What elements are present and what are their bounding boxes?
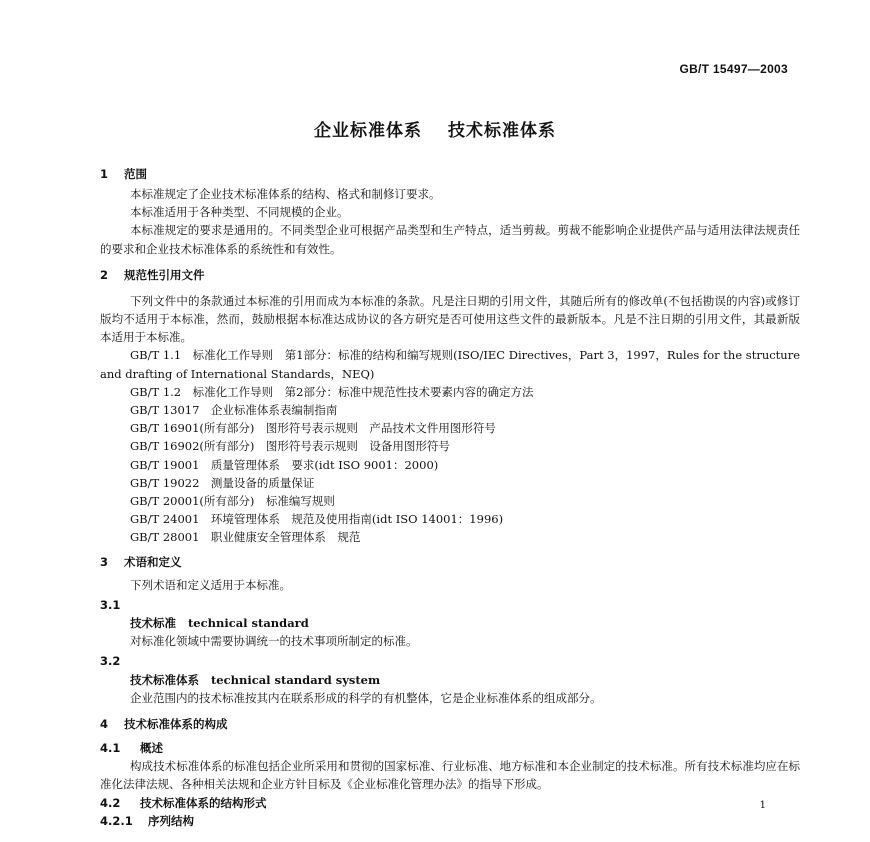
subsection-number: 4.2.1 bbox=[100, 813, 133, 828]
section-4-heading bbox=[100, 713, 800, 735]
paragraph: 构成技术标准体系的标准包括企业所采用和贯彻的国家标准、行业标准、地方标准和本企业制定的技术标准。所有技术标准均应在标准化法律法规、各种相关法规和企业方针目标及《企业标准化管理办法》的指导下形成。 bbox=[100, 759, 800, 792]
subsection-4-2-heading bbox=[100, 794, 800, 812]
section-title: 范围 bbox=[124, 167, 147, 181]
title-part-2: 技术标准体系 bbox=[448, 121, 556, 141]
term-number: 3.2 bbox=[100, 654, 121, 669]
section-3-heading bbox=[100, 551, 800, 573]
paragraph: 本标准适用于各种类型、不同规模的企业。 bbox=[130, 205, 349, 220]
section-title: 规范性引用文件 bbox=[124, 267, 205, 282]
paragraph: 下列术语和定义适用于本标准。 bbox=[130, 577, 291, 592]
standard-number: GB/T 15497—2003 bbox=[679, 62, 788, 76]
term-heading bbox=[100, 671, 800, 689]
section-number: 3 bbox=[100, 554, 109, 569]
term-definition: 对标准化领域中需要协调统一的技术事项所制定的标准。 bbox=[130, 634, 418, 649]
subsection-number: 4.1 bbox=[100, 741, 121, 756]
reference-item: GB/T 19022 测量设备的质量保证 bbox=[130, 475, 315, 490]
paragraph: 本标准规定的要求是通用的。不同类型企业可根据产品类型和生产特点，适当剪裁。剪裁不能影响企业提供产品与适用法律法规责任的要求和企业技术标准体系的系统性和有效性。 bbox=[100, 223, 800, 256]
term-zh: 技术标准 bbox=[130, 616, 176, 631]
reference-item: GB/T 20001(所有部分) 标准编写规则 bbox=[130, 494, 335, 509]
subsection-title: 技术标准体系的结构形式 bbox=[140, 795, 267, 810]
section-number: 2 bbox=[100, 267, 109, 282]
title-part-1: 企业标准体系 bbox=[314, 121, 422, 141]
term-definition: 企业范围内的技术标准按其内在联系形成的科学的有机整体，它是企业标准体系的组成部分。 bbox=[130, 690, 602, 705]
section-1-heading bbox=[100, 163, 800, 185]
reference-item: GB/T 16902(所有部分) 图形符号表示规则 设备用图形符号 bbox=[130, 439, 450, 454]
term-zh: 技术标准体系 bbox=[130, 672, 199, 687]
section-title: 技术标准体系的构成 bbox=[124, 717, 228, 732]
reference-item: GB/T 1.1 标准化工作导则 第1部分：标准的结构和编写规则(ISO/IEC Directives，Part 3，1997，Rules for the structure and drafting of International Standards，NEQ) bbox=[100, 348, 800, 381]
section-number: 4 bbox=[100, 717, 109, 732]
term-en: technical standard bbox=[188, 616, 309, 631]
reference-item: GB/T 13017 企业标准体系表编制指南 bbox=[130, 403, 338, 418]
subsection-title: 序列结构 bbox=[148, 813, 194, 828]
subsection-4-1-heading bbox=[100, 739, 800, 757]
term-en: technical standard system bbox=[211, 672, 381, 687]
reference-item: GB/T 19001 质量管理体系 要求(idt ISO 9001：2000) bbox=[130, 457, 439, 472]
paragraph: 下列文件中的条款通过本标准的引用而成为本标准的条款。凡是注日期的引用文件，其随后所有的修改单(不包括勘误的内容)或修订版均不适用于本标准，然而，鼓励根据本标准达成协议的各方研究是否可使用这些文件的最新版本。凡是不注日期的引用文件，其最新版本适用于本标准。 bbox=[100, 293, 800, 345]
reference-item: GB/T 24001 环境管理体系 规范及使用指南(idt ISO 14001：1996) bbox=[130, 512, 504, 527]
paragraph: 本标准规定了企业技术标准体系的结构、格式和制修订要求。 bbox=[130, 187, 441, 201]
section-2-heading bbox=[100, 264, 800, 286]
page-number: 1 bbox=[759, 800, 766, 811]
reference-item: GB/T 1.2 标准化工作导则 第2部分：标准中规范性技术要素内容的确定方法 bbox=[130, 384, 534, 399]
reference-item: GB/T 28001 职业健康安全管理体系 规范 bbox=[130, 530, 361, 545]
subsection-4-2-1-heading bbox=[100, 812, 800, 830]
term-heading bbox=[100, 614, 800, 632]
document-body bbox=[100, 163, 800, 830]
section-title: 术语和定义 bbox=[124, 554, 182, 569]
document-title bbox=[0, 116, 870, 141]
subsection-title: 概述 bbox=[140, 741, 163, 756]
term-number: 3.1 bbox=[100, 597, 121, 612]
subsection-number: 4.2 bbox=[100, 795, 121, 810]
reference-item: GB/T 16901(所有部分) 图形符号表示规则 产品技术文件用图形符号 bbox=[130, 421, 496, 436]
section-number: 1 bbox=[100, 167, 109, 181]
